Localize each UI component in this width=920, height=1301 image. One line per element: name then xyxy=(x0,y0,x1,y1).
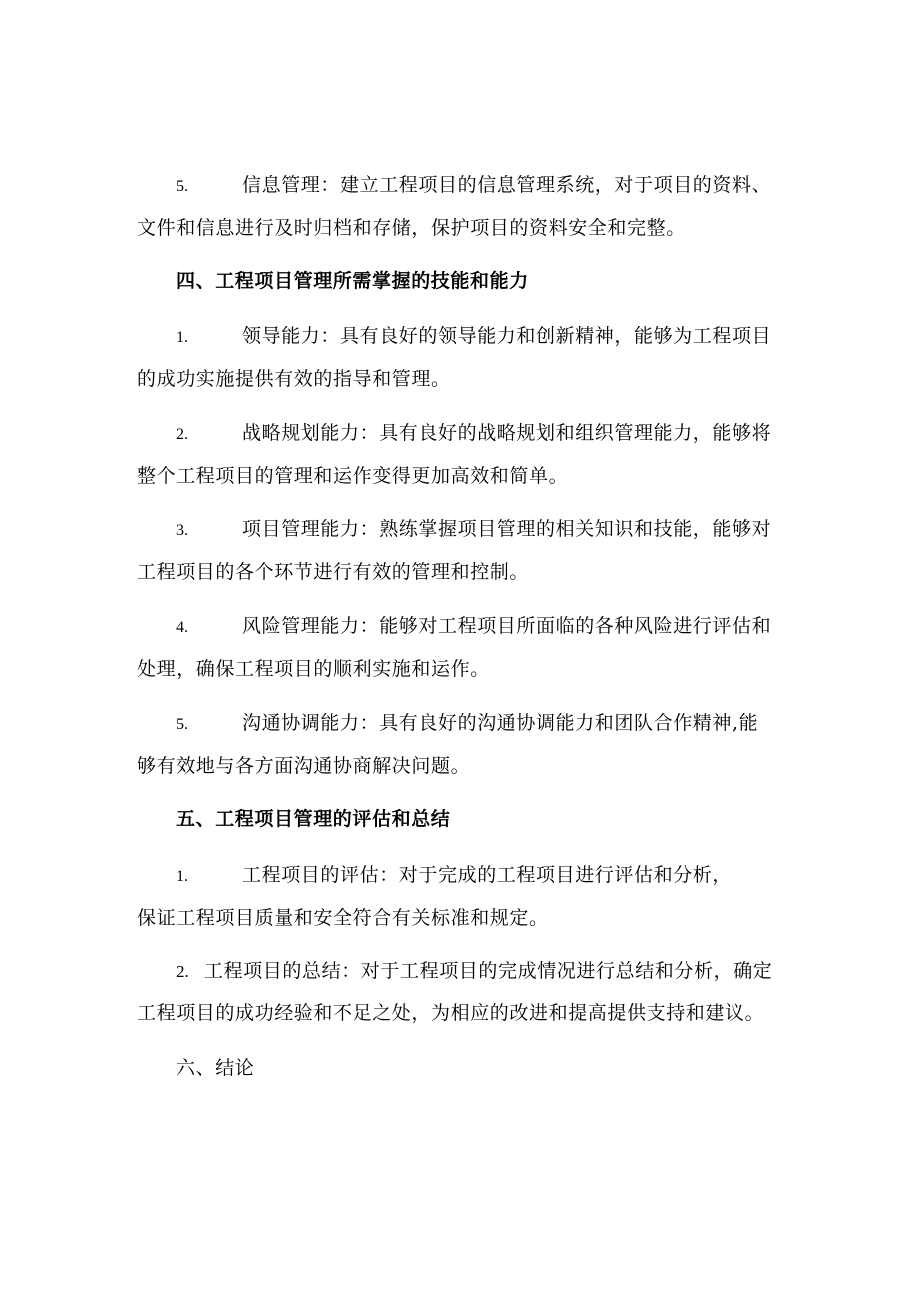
paragraph-text: 战略规划能力：具有良好的战略规划和组织管理能力，能够将 xyxy=(242,422,772,444)
paragraph-evaluation xyxy=(137,860,797,933)
paragraph-line: 处理，确保工程项目的顺利实施和运作。 xyxy=(137,658,490,680)
paragraph-project-management xyxy=(137,514,797,587)
paragraph-text: 风险管理能力：能够对工程项目所面临的各种风险进行评估和 xyxy=(242,615,772,637)
paragraph-line: 够有效地与各方面沟通协商解决问题。 xyxy=(137,755,471,777)
paragraph-line: 文件和信息进行及时归档和存储，保护项目的资料安全和完整。 xyxy=(137,217,686,239)
section-heading-evaluation: 五、工程项目管理的评估和总结 xyxy=(176,808,451,830)
list-number: 3. xyxy=(176,522,188,539)
paragraph-risk-management xyxy=(137,611,797,684)
paragraph-text: 工程项目的总结：对于工程项目的完成情况进行总结和分析，确定 xyxy=(204,960,773,982)
list-number: 2. xyxy=(176,426,188,443)
paragraph-info-management xyxy=(137,170,797,243)
paragraph-line xyxy=(137,170,797,202)
paragraph-text: 项目管理能力：熟练掌握项目管理的相关知识和技能，能够对 xyxy=(242,518,772,540)
paragraph-line xyxy=(137,956,797,987)
paragraph-line xyxy=(137,418,797,450)
paragraph-line: 保证工程项目质量和安全符合有关标准和规定。 xyxy=(137,907,549,929)
list-number: 1. xyxy=(176,329,188,346)
paragraph-leadership xyxy=(137,321,797,394)
paragraph-summary xyxy=(137,956,797,1028)
paragraph-communication xyxy=(137,708,797,781)
paragraph-text: 信息管理：建立工程项目的信息管理系统，对于项目的资料、 xyxy=(242,174,772,196)
paragraph-line xyxy=(137,708,797,740)
paragraph-line: 整个工程项目的管理和运作变得更加高效和简单。 xyxy=(137,465,569,487)
paragraph-line xyxy=(137,321,797,353)
section-heading-conclusion: 六、结论 xyxy=(176,1057,255,1079)
list-number: 5. xyxy=(176,716,188,733)
paragraph-line: 工程项目的成功经验和不足之处，为相应的改进和提高提供支持和建议。 xyxy=(137,1002,765,1024)
paragraph-line xyxy=(137,860,797,892)
list-number: 2. xyxy=(176,962,189,981)
paragraph-text: 工程项目的评估：对于完成的工程项目进行评估和分析， xyxy=(242,864,733,886)
paragraph-line: 的成功实施提供有效的指导和管理。 xyxy=(137,368,451,390)
paragraph-text: 沟通协调能力：具有良好的沟通协调能力和团队合作精神,能 xyxy=(242,712,759,734)
list-number: 4. xyxy=(176,619,188,636)
paragraph-line xyxy=(137,514,797,546)
paragraph-line xyxy=(137,611,797,643)
paragraph-strategy xyxy=(137,418,797,491)
list-number: 1. xyxy=(176,868,188,885)
list-number: 5. xyxy=(176,178,188,195)
section-heading-skills: 四、工程项目管理所需掌握的技能和能力 xyxy=(176,270,529,292)
paragraph-text: 领导能力：具有良好的领导能力和创新精神，能够为工程项目 xyxy=(242,325,772,347)
paragraph-line: 工程项目的各个环节进行有效的管理和控制。 xyxy=(137,561,530,583)
